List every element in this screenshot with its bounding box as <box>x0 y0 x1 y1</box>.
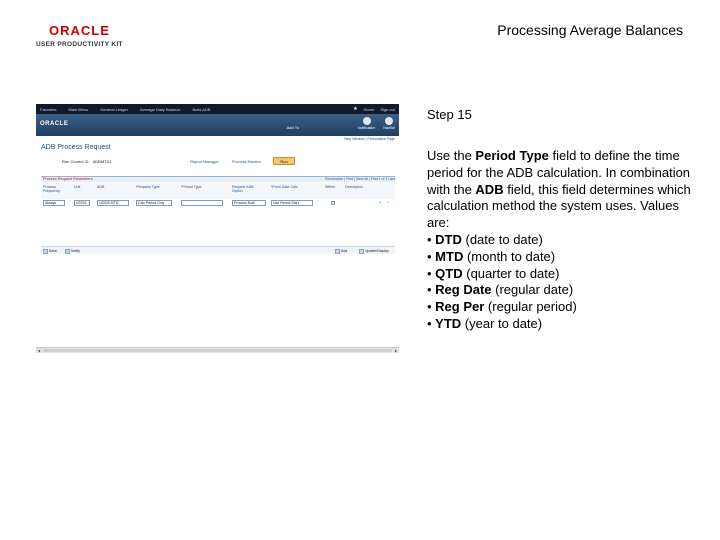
nav-average-daily-balance[interactable]: Average Daily Balance <box>140 106 181 112</box>
within-checkbox[interactable] <box>331 201 335 205</box>
list-item: • YTD (year to date) <box>427 315 543 331</box>
notify-label: Notify <box>71 249 80 253</box>
update-display-label: Update/Display <box>365 249 389 253</box>
notification-label: Notification <box>358 126 376 130</box>
run-control-value: ADBMTD1 <box>92 159 112 164</box>
add-row-icon[interactable]: + <box>379 200 382 205</box>
update-icon <box>359 249 364 254</box>
nav-favorites[interactable]: Favorites <box>40 106 57 112</box>
nav-sign-out[interactable]: Sign out <box>380 106 395 112</box>
grid-column-headers <box>41 183 395 199</box>
list-item: • Reg Per (regular period) <box>427 299 577 315</box>
bottom-button-bar <box>41 246 395 254</box>
add-to-menu[interactable]: Add To <box>286 125 299 130</box>
horizontal-scrollbar[interactable] <box>36 347 399 353</box>
list-item: • DTD (date to date) <box>427 231 543 247</box>
col-description: Description <box>345 185 363 189</box>
logo-wordmark: ORACLE <box>49 23 110 38</box>
save-button[interactable] <box>43 248 57 254</box>
notification-tool[interactable] <box>358 117 375 130</box>
slide-title: Processing Average Balances <box>497 22 683 38</box>
notify-button[interactable] <box>65 248 80 254</box>
adb-option-select[interactable]: Process Both <box>232 200 266 206</box>
nav-main-menu[interactable]: Main Menu <box>68 106 89 112</box>
scroll-thumb[interactable] <box>43 349 392 352</box>
table-row <box>41 199 395 207</box>
run-control-line <box>62 159 112 164</box>
period-type-select[interactable] <box>181 200 223 206</box>
col-unit: Unit <box>74 185 81 189</box>
desc-text-3: field, this field determines which calculation method the system uses. Values are: <box>427 181 691 231</box>
app-top-nav <box>36 104 399 114</box>
col-within: Within <box>325 185 335 189</box>
list-item: • QTD (quarter to date) <box>427 265 560 281</box>
step-description <box>427 148 697 333</box>
compass-icon <box>385 117 393 125</box>
embedded-app-screenshot <box>36 104 399 354</box>
grid-title: Process Request Parameters <box>43 177 93 181</box>
desc-bold-period-type: Period Type <box>475 148 549 163</box>
desc-bold-adb: ADB <box>475 181 504 197</box>
desc-text-2: field to define the time period for the ADB calculation. In combination with the <box>427 148 691 197</box>
flag-icon <box>363 117 371 125</box>
unit-input[interactable]: US001 <box>74 200 90 206</box>
desc-text-1: Use the <box>427 148 476 163</box>
values-list <box>427 232 697 333</box>
frequency-select[interactable]: Always <box>43 200 65 206</box>
scroll-left-icon[interactable]: ◂ <box>37 348 40 353</box>
run-button[interactable]: Run <box>273 157 295 165</box>
col-period-type: *Period Type <box>181 185 202 189</box>
request-type-select[interactable]: Calc Period Only <box>136 200 172 206</box>
update-display-button[interactable] <box>359 248 389 254</box>
col-request-type: *Request Type <box>136 185 160 189</box>
list-item: • MTD (month to date) <box>427 248 556 264</box>
col-process-frequency: Process Frequency <box>43 185 60 193</box>
col-from-date-calc: *From Date Calc <box>271 185 298 189</box>
app-oracle-logo: ORACLE <box>40 121 69 127</box>
navbar-tool[interactable] <box>383 117 395 130</box>
navbar-label: NavBar <box>383 126 395 130</box>
list-item: • Reg Date (regular date) <box>427 282 574 298</box>
page-links[interactable]: New Window | Personalize Page <box>344 137 395 141</box>
nav-build-adb[interactable]: Build ADB <box>192 106 211 112</box>
adb-input[interactable]: US005 MTD <box>97 200 129 206</box>
page-heading: ADB Process Request <box>41 144 111 151</box>
scroll-right-icon[interactable]: ▸ <box>394 348 397 353</box>
logo-subtitle: USER PRODUCTIVITY KIT <box>36 41 123 48</box>
notify-icon <box>65 249 70 254</box>
add-label: Add <box>341 249 348 253</box>
delete-row-icon[interactable]: − <box>387 200 390 205</box>
nav-general-ledger[interactable]: General Ledger <box>100 106 129 112</box>
oracle-upk-logo <box>36 24 124 48</box>
add-icon <box>335 249 340 254</box>
col-request-adb-option: Request ADB Option <box>232 185 254 193</box>
step-number: Step 15 <box>427 107 472 122</box>
app-brand-bar <box>36 114 399 136</box>
home-icon[interactable]: ★ <box>353 106 358 112</box>
add-button[interactable] <box>335 248 347 254</box>
from-date-select[interactable]: Use Period Start <box>271 200 313 206</box>
run-control-label: Run Control ID <box>62 159 89 164</box>
nav-home[interactable]: Home <box>363 106 375 112</box>
report-manager-link[interactable]: Report Manager <box>190 159 219 164</box>
save-label: Save <box>49 249 57 253</box>
grid-navigation[interactable]: Personalize | Find | View All | First 1 of 1 Last <box>325 177 395 181</box>
col-adb: ADB <box>97 185 105 189</box>
process-monitor-link[interactable]: Process Monitor <box>232 159 261 164</box>
save-icon <box>43 249 48 254</box>
